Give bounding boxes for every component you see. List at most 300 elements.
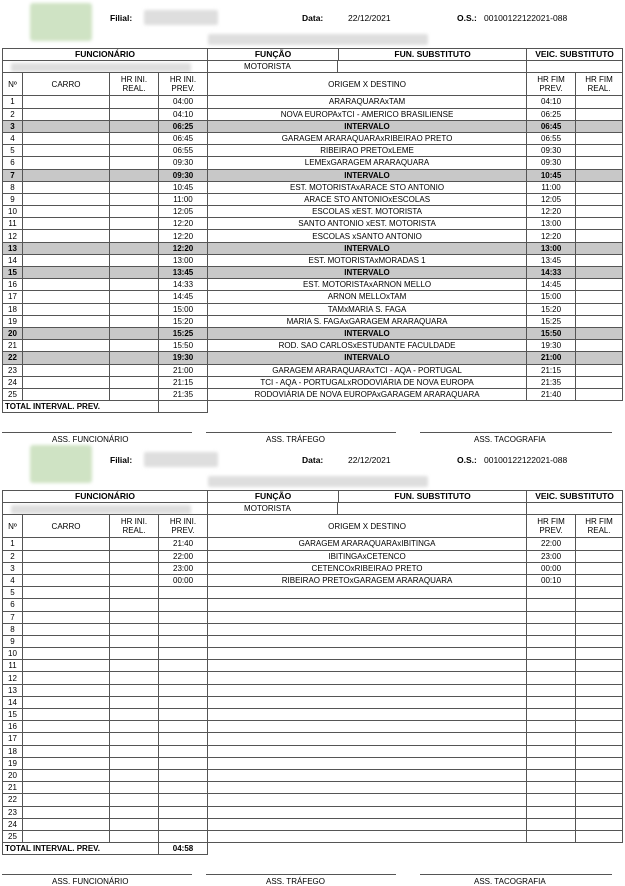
sig-line-funcionario: [2, 432, 192, 433]
hr-fim-real-cell: [576, 806, 623, 818]
hr-ini-prev-cell: 14:33: [159, 279, 208, 291]
hr-fim-real-cell: [576, 279, 623, 291]
hr-fim-real-cell: [576, 635, 623, 647]
carro-cell: [23, 254, 110, 266]
fun-substituto-header: FUN. SUBSTITUTO: [394, 49, 471, 60]
table-row: [3, 782, 623, 794]
hr-ini-real-cell: [110, 562, 159, 574]
hr-ini-prev-cell: 13:45: [159, 267, 208, 279]
hr-fim-prev-cell: 13:00: [527, 218, 576, 230]
origem-destino-cell: [208, 709, 527, 721]
hr-ini-real-cell: [110, 267, 159, 279]
row-number: 19: [3, 757, 23, 769]
hr-fim-real-cell: [576, 550, 623, 562]
row-number: 3: [3, 562, 23, 574]
hr-ini-real-cell: [110, 230, 159, 242]
hr-fim-prev-cell: 06:55: [527, 132, 576, 144]
origem-destino-cell: INTERVALO: [208, 352, 527, 364]
ass-tacografia-label: ASS. TACOGRAFIA: [474, 435, 546, 444]
col-hr-fim-prev: HR FIM PREV.: [527, 73, 576, 96]
hr-ini-prev-cell: [159, 782, 208, 794]
sig-line-trafego: [206, 432, 396, 433]
carro-cell: [23, 388, 110, 400]
carro-cell: [23, 599, 110, 611]
hr-ini-real-cell: [110, 108, 159, 120]
hr-ini-real-cell: [110, 291, 159, 303]
carro-cell: [23, 818, 110, 830]
hr-fim-real-cell: [576, 364, 623, 376]
hr-ini-prev-cell: [159, 721, 208, 733]
hr-fim-prev-cell: [527, 672, 576, 684]
hr-fim-real-cell: [576, 267, 623, 279]
origem-destino-cell: SANTO ANTONIO xEST. MOTORISTA: [208, 218, 527, 230]
hr-fim-prev-cell: [527, 660, 576, 672]
origem-destino-cell: ESCOLAS xEST. MOTORISTA: [208, 206, 527, 218]
hr-fim-prev-cell: [527, 818, 576, 830]
funcionario-header: FUNCIONÁRIO: [3, 491, 208, 503]
origem-destino-cell: [208, 684, 527, 696]
hr-ini-real-cell: [110, 672, 159, 684]
table-row: [3, 550, 623, 562]
hr-fim-prev-cell: 04:10: [527, 96, 576, 108]
row-number: 6: [3, 599, 23, 611]
hr-ini-real-cell: [110, 279, 159, 291]
ass-trafego-label: ASS. TRÁFEGO: [266, 877, 325, 886]
hr-ini-prev-cell: [159, 733, 208, 745]
origem-destino-cell: [208, 635, 527, 647]
origem-destino-cell: [208, 782, 527, 794]
hr-fim-real-cell: [576, 352, 623, 364]
hr-fim-prev-cell: 15:25: [527, 315, 576, 327]
carro-cell: [23, 108, 110, 120]
row-number: 11: [3, 660, 23, 672]
hr-ini-prev-cell: [159, 757, 208, 769]
sheet-header: [0, 0, 625, 48]
row-number: 18: [3, 303, 23, 315]
origem-destino-cell: ROD. SAO CARLOSxESTUDANTE FACULDADE: [208, 340, 527, 352]
column-header-row: [3, 515, 623, 538]
table-row: [3, 672, 623, 684]
hr-ini-prev-cell: 10:45: [159, 181, 208, 193]
table-row: [3, 267, 623, 279]
carro-cell: [23, 757, 110, 769]
table-row: [3, 574, 623, 586]
origem-destino-cell: CETENCOxRIBEIRAO PRETO: [208, 562, 527, 574]
row-number: 12: [3, 230, 23, 242]
hr-fim-real-cell: [576, 132, 623, 144]
sheet-header: [0, 442, 625, 490]
sig-line-tacografia: [420, 874, 612, 875]
hr-ini-real-cell: [110, 648, 159, 660]
hr-ini-prev-cell: [159, 709, 208, 721]
hr-ini-prev-cell: 21:15: [159, 376, 208, 388]
origem-destino-cell: [208, 587, 527, 599]
carro-cell: [23, 550, 110, 562]
row-number: 10: [3, 206, 23, 218]
hr-ini-real-cell: [110, 340, 159, 352]
carro-cell: [23, 574, 110, 586]
hr-fim-prev-cell: 13:00: [527, 242, 576, 254]
hr-fim-real-cell: [576, 745, 623, 757]
carro-cell: [23, 696, 110, 708]
hr-fim-prev-cell: 10:45: [527, 169, 576, 181]
col-hr-fim-real: HR FIM REAL.: [576, 515, 623, 538]
row-number: 18: [3, 745, 23, 757]
row-number: 20: [3, 769, 23, 781]
row-number: 14: [3, 254, 23, 266]
table-row: [3, 562, 623, 574]
origem-destino-cell: ARACE STO ANTONIOxESCOLAS: [208, 193, 527, 205]
carro-cell: [23, 218, 110, 230]
table-row: [3, 364, 623, 376]
carro-cell: [23, 364, 110, 376]
row-number: 5: [3, 587, 23, 599]
table-row: [3, 806, 623, 818]
table-row: [3, 315, 623, 327]
hr-ini-prev-cell: [159, 623, 208, 635]
hr-fim-prev-cell: 15:00: [527, 291, 576, 303]
hr-fim-prev-cell: 21:35: [527, 376, 576, 388]
table-row: [3, 181, 623, 193]
row-number: 17: [3, 733, 23, 745]
employee-row: [3, 61, 623, 73]
hr-fim-real-cell: [576, 818, 623, 830]
row-number: 4: [3, 574, 23, 586]
hr-ini-real-cell: [110, 96, 159, 108]
hr-ini-real-cell: [110, 587, 159, 599]
schedule-table: [2, 48, 623, 413]
carro-cell: [23, 157, 110, 169]
hr-ini-prev-cell: [159, 794, 208, 806]
carro-cell: [23, 769, 110, 781]
hr-fim-prev-cell: 21:00: [527, 352, 576, 364]
origem-destino-cell: [208, 660, 527, 672]
hr-fim-real-cell: [576, 120, 623, 132]
row-number: 8: [3, 623, 23, 635]
hr-fim-prev-cell: 00:00: [527, 562, 576, 574]
hr-fim-real-cell: [576, 562, 623, 574]
total-value: [159, 401, 208, 413]
hr-fim-real-cell: [576, 721, 623, 733]
schedule-rows: [3, 538, 623, 843]
origem-destino-cell: [208, 733, 527, 745]
row-number: 23: [3, 364, 23, 376]
hr-fim-real-cell: [576, 623, 623, 635]
col-hr-ini-real: HR INI. REAL.: [110, 73, 159, 96]
hr-fim-prev-cell: [527, 648, 576, 660]
table-row: [3, 218, 623, 230]
col-origem-destino: ORIGEM X DESTINO: [208, 515, 527, 538]
employee-id-redacted: [11, 63, 191, 72]
hr-ini-prev-cell: [159, 745, 208, 757]
row-number: 25: [3, 830, 23, 842]
hr-fim-real-cell: [576, 599, 623, 611]
ass-trafego-label: ASS. TRÁFEGO: [266, 435, 325, 444]
hr-ini-real-cell: [110, 721, 159, 733]
hr-fim-prev-cell: [527, 587, 576, 599]
table-row: [3, 818, 623, 830]
hr-fim-real-cell: [576, 206, 623, 218]
hr-fim-prev-cell: 09:30: [527, 145, 576, 157]
hr-fim-real-cell: [576, 315, 623, 327]
employee-id-redacted: [11, 505, 191, 514]
hr-fim-real-cell: [576, 733, 623, 745]
table-row: [3, 757, 623, 769]
origem-destino-cell: [208, 721, 527, 733]
hr-ini-real-cell: [110, 388, 159, 400]
carro-cell: [23, 230, 110, 242]
hr-ini-prev-cell: [159, 696, 208, 708]
hr-ini-prev-cell: [159, 830, 208, 842]
hr-ini-real-cell: [110, 599, 159, 611]
hr-ini-prev-cell: 21:35: [159, 388, 208, 400]
hr-ini-real-cell: [110, 157, 159, 169]
row-number: 21: [3, 782, 23, 794]
carro-cell: [23, 315, 110, 327]
date-value: 22/12/2021: [348, 13, 391, 23]
row-number: 25: [3, 388, 23, 400]
col-n: Nº: [3, 515, 23, 538]
hr-fim-real-cell: [576, 574, 623, 586]
row-number: 7: [3, 611, 23, 623]
carro-cell: [23, 635, 110, 647]
row-number: 2: [3, 550, 23, 562]
hr-fim-prev-cell: 00:10: [527, 574, 576, 586]
hr-fim-prev-cell: 22:00: [527, 538, 576, 550]
hr-fim-prev-cell: 06:45: [527, 120, 576, 132]
row-number: 13: [3, 684, 23, 696]
hr-ini-prev-cell: 04:00: [159, 96, 208, 108]
origem-destino-cell: GARAGEM ARARAQUARAxRIBEIRAO PRETO: [208, 132, 527, 144]
table-row: [3, 120, 623, 132]
hr-ini-prev-cell: [159, 635, 208, 647]
total-label: TOTAL INTERVAL. PREV.: [3, 401, 159, 413]
origem-destino-cell: ARNON MELLOxTAM: [208, 291, 527, 303]
hr-ini-real-cell: [110, 550, 159, 562]
origem-destino-cell: RIBEIRAO PRETOxLEME: [208, 145, 527, 157]
carro-cell: [23, 206, 110, 218]
hr-fim-real-cell: [576, 108, 623, 120]
row-number: 15: [3, 709, 23, 721]
sig-line-trafego: [206, 874, 396, 875]
hr-ini-real-cell: [110, 181, 159, 193]
hr-ini-prev-cell: 21:40: [159, 538, 208, 550]
hr-fim-prev-cell: 14:33: [527, 267, 576, 279]
row-number: 16: [3, 279, 23, 291]
hr-ini-real-cell: [110, 376, 159, 388]
hr-ini-real-cell: [110, 352, 159, 364]
hr-ini-real-cell: [110, 757, 159, 769]
origem-destino-cell: MARIA S. FAGAxGARAGEM ARARAQUARA: [208, 315, 527, 327]
row-number: 22: [3, 794, 23, 806]
origem-destino-cell: [208, 623, 527, 635]
origem-destino-cell: EST. MOTORISTAxARNON MELLO: [208, 279, 527, 291]
hr-ini-prev-cell: [159, 660, 208, 672]
carro-cell: [23, 672, 110, 684]
hr-ini-prev-cell: 00:00: [159, 574, 208, 586]
filial-label: Filial:: [110, 455, 133, 465]
hr-fim-prev-cell: 14:45: [527, 279, 576, 291]
row-number: 24: [3, 376, 23, 388]
funcao-value: MOTORISTA: [208, 503, 338, 514]
hr-ini-prev-cell: 13:00: [159, 254, 208, 266]
hr-ini-real-cell: [110, 794, 159, 806]
row-number: 14: [3, 696, 23, 708]
table-row: [3, 96, 623, 108]
row-number: 22: [3, 352, 23, 364]
hr-ini-real-cell: [110, 364, 159, 376]
table-row: [3, 769, 623, 781]
row-number: 12: [3, 672, 23, 684]
employee-name-redacted: [208, 476, 428, 487]
row-number: 10: [3, 648, 23, 660]
hr-ini-prev-cell: [159, 611, 208, 623]
row-number: 9: [3, 193, 23, 205]
carro-cell: [23, 794, 110, 806]
hr-fim-prev-cell: [527, 757, 576, 769]
carro-cell: [23, 684, 110, 696]
carro-cell: [23, 352, 110, 364]
row-number: 6: [3, 157, 23, 169]
hr-fim-prev-cell: 11:00: [527, 181, 576, 193]
hr-fim-prev-cell: 09:30: [527, 157, 576, 169]
company-logo: [30, 3, 92, 41]
sig-line-funcionario: [2, 874, 192, 875]
hr-fim-real-cell: [576, 538, 623, 550]
row-number: 5: [3, 145, 23, 157]
hr-fim-real-cell: [576, 157, 623, 169]
hr-ini-real-cell: [110, 733, 159, 745]
hr-fim-prev-cell: [527, 794, 576, 806]
hr-ini-real-cell: [110, 745, 159, 757]
hr-fim-prev-cell: [527, 599, 576, 611]
date-label: Data:: [302, 13, 324, 23]
origem-destino-cell: EST. MOTORISTAxARACE STO ANTONIO: [208, 181, 527, 193]
carro-cell: [23, 340, 110, 352]
fun-substituto-value: [338, 503, 526, 514]
origem-destino-cell: INTERVALO: [208, 169, 527, 181]
hr-fim-prev-cell: [527, 782, 576, 794]
table-row: [3, 157, 623, 169]
hr-ini-real-cell: [110, 623, 159, 635]
hr-ini-prev-cell: 06:55: [159, 145, 208, 157]
column-header-row: [3, 73, 623, 96]
row-number: 4: [3, 132, 23, 144]
total-value: 04:58: [159, 843, 208, 855]
hr-fim-real-cell: [576, 782, 623, 794]
filial-value-redacted: [144, 10, 218, 25]
row-number: 1: [3, 96, 23, 108]
schedule-table: [2, 490, 623, 855]
carro-cell: [23, 538, 110, 550]
funcao-header: FUNÇÃO: [208, 491, 339, 502]
hr-ini-prev-cell: 06:45: [159, 132, 208, 144]
table-section-header: [3, 49, 623, 61]
hr-ini-prev-cell: [159, 599, 208, 611]
hr-ini-real-cell: [110, 635, 159, 647]
table-row: [3, 623, 623, 635]
hr-fim-real-cell: [576, 757, 623, 769]
table-row: [3, 279, 623, 291]
veic-substituto-value: [527, 503, 623, 515]
table-row: [3, 599, 623, 611]
row-number: 17: [3, 291, 23, 303]
origem-destino-cell: TCI - AQA - PORTUGALxRODOVIÁRIA DE NOVA EUROPA: [208, 376, 527, 388]
hr-ini-prev-cell: [159, 587, 208, 599]
carro-cell: [23, 145, 110, 157]
hr-ini-real-cell: [110, 818, 159, 830]
hr-ini-prev-cell: 11:00: [159, 193, 208, 205]
hr-ini-prev-cell: [159, 684, 208, 696]
origem-destino-cell: ARARAQUARAxTAM: [208, 96, 527, 108]
hr-ini-real-cell: [110, 769, 159, 781]
ass-funcionario-label: ASS. FUNCIONÁRIO: [52, 877, 129, 886]
employee-row: [3, 503, 623, 515]
hr-fim-real-cell: [576, 587, 623, 599]
hr-fim-prev-cell: [527, 745, 576, 757]
company-logo: [30, 445, 92, 483]
table-row: [3, 376, 623, 388]
hr-fim-prev-cell: [527, 696, 576, 708]
hr-fim-real-cell: [576, 218, 623, 230]
hr-fim-real-cell: [576, 672, 623, 684]
hr-ini-prev-cell: [159, 672, 208, 684]
table-row: [3, 745, 623, 757]
date-label: Data:: [302, 455, 324, 465]
row-number: 15: [3, 267, 23, 279]
hr-fim-real-cell: [576, 145, 623, 157]
hr-fim-prev-cell: [527, 635, 576, 647]
table-row: [3, 230, 623, 242]
hr-ini-real-cell: [110, 696, 159, 708]
hr-ini-real-cell: [110, 218, 159, 230]
hr-ini-real-cell: [110, 806, 159, 818]
table-row: [3, 193, 623, 205]
hr-fim-prev-cell: 12:20: [527, 206, 576, 218]
origem-destino-cell: [208, 672, 527, 684]
hr-fim-prev-cell: [527, 684, 576, 696]
hr-fim-prev-cell: 21:15: [527, 364, 576, 376]
schedule-rows: [3, 96, 623, 401]
origem-destino-cell: [208, 769, 527, 781]
origem-destino-cell: INTERVALO: [208, 327, 527, 339]
hr-fim-real-cell: [576, 376, 623, 388]
origem-destino-cell: NOVA EUROPAxTCI - AMERICO BRASILIENSE: [208, 108, 527, 120]
table-row: [3, 303, 623, 315]
hr-fim-real-cell: [576, 769, 623, 781]
carro-cell: [23, 562, 110, 574]
origem-destino-cell: INTERVALO: [208, 120, 527, 132]
origem-destino-cell: [208, 806, 527, 818]
veic-substituto-header: VEIC. SUBSTITUTO: [527, 491, 623, 503]
hr-fim-real-cell: [576, 709, 623, 721]
hr-ini-prev-cell: 12:20: [159, 218, 208, 230]
hr-fim-prev-cell: 15:50: [527, 327, 576, 339]
table-row: [3, 291, 623, 303]
fun-substituto-header: FUN. SUBSTITUTO: [394, 491, 471, 502]
row-number: 3: [3, 120, 23, 132]
table-row: [3, 660, 623, 672]
table-row: [3, 721, 623, 733]
hr-ini-prev-cell: 15:20: [159, 315, 208, 327]
table-row: [3, 648, 623, 660]
hr-fim-real-cell: [576, 648, 623, 660]
carro-cell: [23, 242, 110, 254]
table-row: [3, 242, 623, 254]
origem-destino-cell: [208, 648, 527, 660]
carro-cell: [23, 721, 110, 733]
table-row: [3, 635, 623, 647]
